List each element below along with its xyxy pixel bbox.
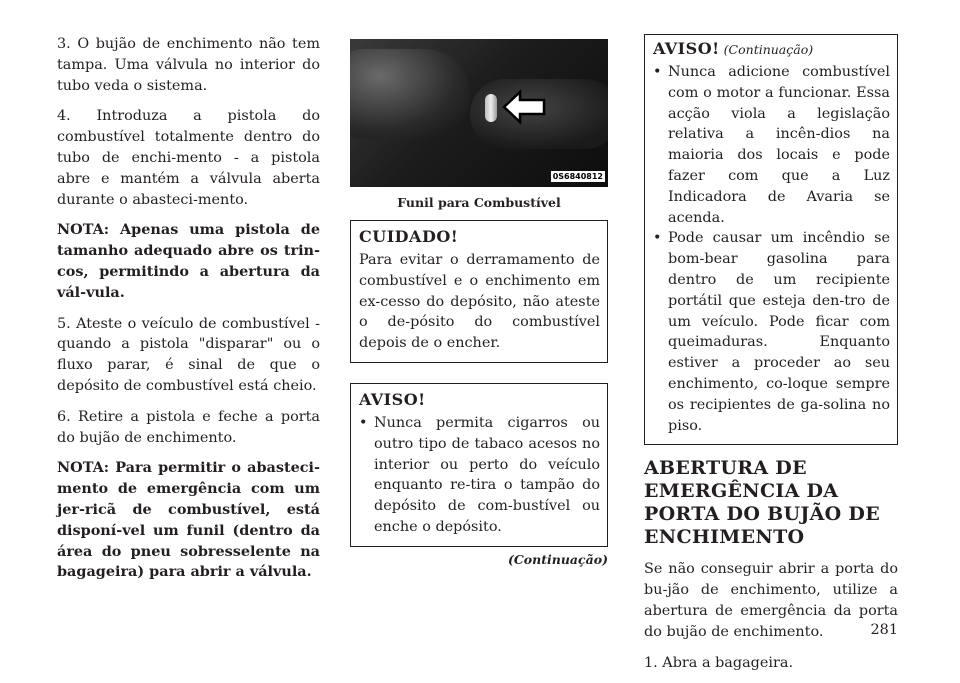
step-3-paragraph: 3. O bujão de enchimento não tem tampa. Uma válvula no interior do tubo veda o sistema. [57,36,320,94]
left-column [57,34,320,593]
continued-label: (Continuação) [507,551,608,567]
page-number: 281 [870,622,898,638]
fuel-funnel-photo [350,39,608,187]
right-column [644,34,898,683]
figure-code: 0S6840812 [552,172,603,181]
step-4-paragraph: 4. Introduza a pistola do combustível totalmente dentro do tubo de enchi-mento - a pistola abre e mantém a válvula aberta durante o abasteci-mento. [57,108,320,208]
warning-continued-title: AVISO! (Continuação) [653,39,814,58]
section-heading: ABERTURA DE EMERGÊNCIA DA PORTA DO BUJÃO DE ENCHIMENTO [644,457,880,549]
caution-text: Para evitar o derramamento de combustível e o enchimento em ex-cesso do depósito, não ateste o de-pósito do combustível depois de o encher. [359,252,600,352]
pointer-arrow-icon [502,89,546,125]
warning-continued-subtitle: (Continuação) [723,42,814,57]
emergency-step-1: 1. Abra a bagageira. [644,654,794,671]
warning-list [359,413,600,538]
step-5-paragraph: 5. Ateste o veículo de combustível - quando a pistola "disparar" ou o fluxo parar, é sinal de que o depósito de combustível está cheio. [57,315,320,394]
warning-continued-list [653,62,890,436]
warning-item: • Nunca adicione combustível com o motor a funcionar. Essa acção viola a legislação relativa a incên-dios na maioria dos locais e pode fazer com que a Luz Indicadora de Avaria se acenda. [653,64,890,226]
warning-continued-box [644,34,898,445]
warning-item: • Pode causar um incêndio se bom-bear gasolina para dentro de um recipiente portátil que esteja den-tro de um veículo. Pode ficar com queimaduras. Enquanto estiver a proceder ao seu enchimento, co-loque sempre os recipientes de ga-solina no piso. [653,230,890,434]
warning-item: • Nunca permita cigarros ou outro tipo de tabaco acesos no interior ou perto do veículo enquanto re-tira o tampão do depósito de com-bustível ou enche o depósito. [359,414,600,535]
figure-caption: Funil para Combustível [397,195,561,210]
step-6-paragraph: 6. Retire a pistola e feche a porta do bujão de enchimento. [57,408,320,446]
middle-column [350,34,608,567]
funnel-image [485,94,497,122]
warning-title: AVISO! [359,389,426,409]
caution-title: CUIDADO! [359,227,459,246]
caution-box [350,220,608,363]
emergency-intro-paragraph: Se não conseguir abrir a porta do bu-jão de enchimento, utilize a abertura de emergência da porta do bujão de enchimento. [644,561,898,640]
note-emergency-funnel: NOTA: Para permitir o abasteci-mento de emergência com um jer-ricã de combustível, está disponí-vel um funil (dentro da área do pneu sobresselente na bagageira) para abrir a válvula. [57,459,320,581]
note-pistol-size: NOTA: Apenas uma pistola de tamanho adequado abre os trin-cos, permitindo a abertura da vál-vula. [57,221,320,301]
warning-box [350,383,608,547]
